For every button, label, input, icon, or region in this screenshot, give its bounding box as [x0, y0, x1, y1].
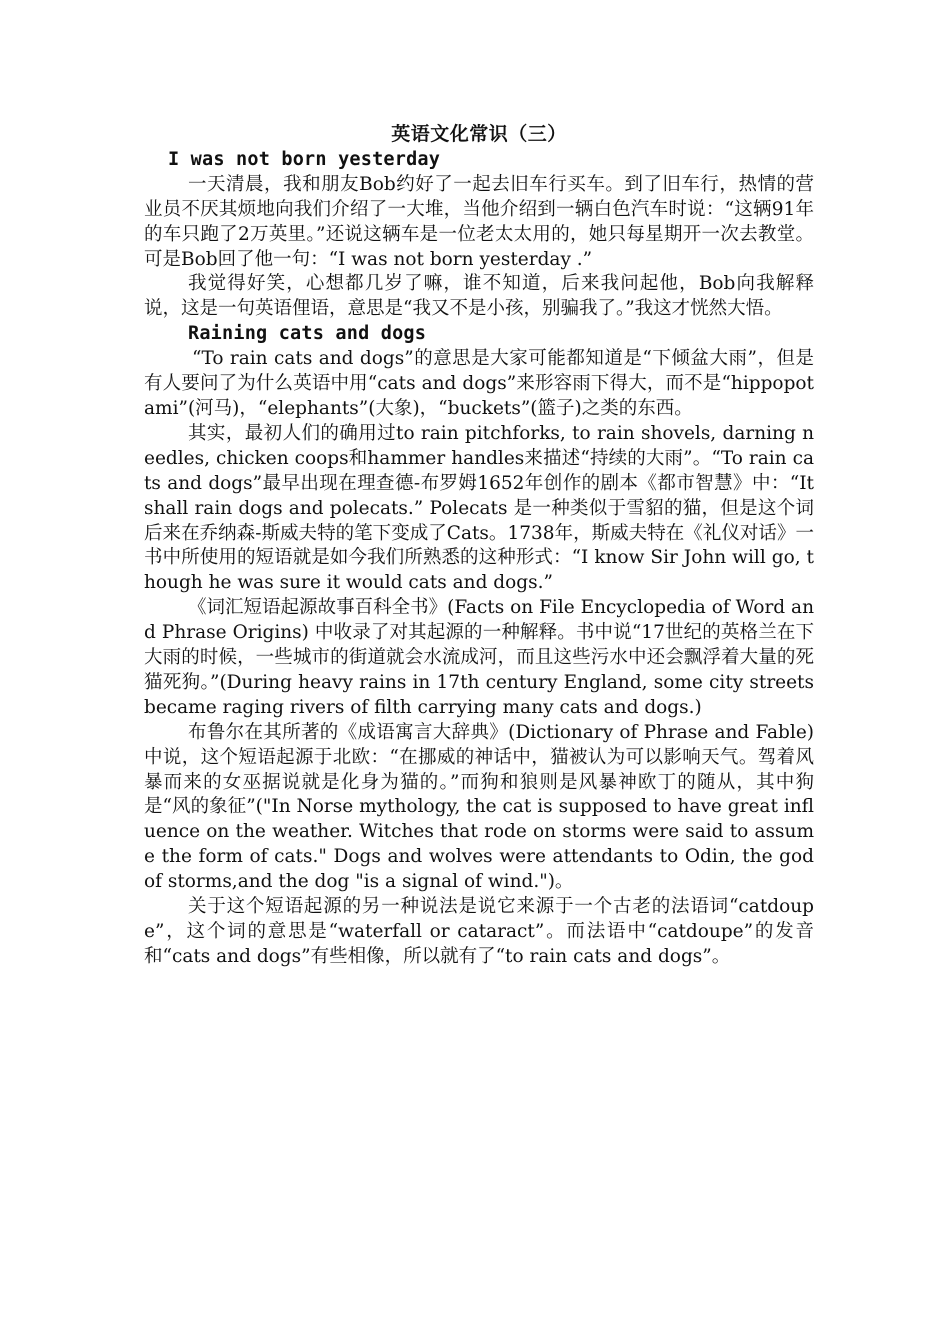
section-heading-born-yesterday: I was not born yesterday	[168, 148, 441, 170]
paragraph: 布鲁尔在其所著的《成语寓言大辞典》(Dictionary of Phrase and Fable)中说，这个短语起源于北欧：“在挪威的神话中，猫被认为可以影响天气。驾着风暴而来的女巫据说就是化身为猫的。”而狗和狼则是风暴神欧丁的随从，其中狗是“风的象征”("In Norse mythology, the cat is supposed to have great influence on the weather. Witches that rode on storms were said to assume the form of cats." Dogs and wolves were attendants to Odin, the god of storms,and the dog "is a signal of wind.")。	[144, 721, 814, 893]
paragraph: 其实，最初人们的确用过to rain pitchforks, to rain shovels, darning needles, chicken coops和hammer handles来描述“持续的大雨”。“To rain cats and dogs”最早出现在理查德-布罗姆1652年创作的剧本《都市智慧》中：“It shall rain dogs and polecats.” Polecats 是一种类似于雪貂的猫，但是这个词后来在乔纳森-斯威夫特的笔下变成了Cats。1738年，斯威夫特在《礼仪对话》一书中所使用的短语就是如今我们所熟悉的这种形式：“I know Sir John will go, though he was sure it would cats and dogs.”	[144, 422, 814, 594]
paragraph: 我觉得好笑，心想都几岁了嘛，谁不知道，后来我问起他，Bob向我解释说，这是一句英语俚语，意思是“我又不是小孩，别骗我了。”我这才恍然大悟。	[144, 273, 814, 320]
section-heading-raining-cats-dogs: Raining cats and dogs	[188, 323, 427, 345]
document-title: 英语文化常识（三）	[391, 123, 567, 145]
paragraph: “To rain cats and dogs”的意思是大家可能都知道是“下倾盆大雨”，但是有人要问了为什么英语中用“cats and dogs”来形容雨下得大，而不是“hippopotami”(河马)，“elephants”(大象)，“buckets”(篮子)之类的东西。	[144, 348, 814, 419]
paragraph: 关于这个短语起源的另一种说法是说它来源于一个古老的法语词“catdoupe”，这个词的意思是“waterfall or cataract”。而法语中“catdoupe”的发音和“cats and dogs”有些相像，所以就有了“to rain cats and dogs”。	[144, 896, 814, 967]
paragraph: 《词汇短语起源故事百科全书》(Facts on File Encyclopedia of Word and Phrase Origins) 中收录了对其起源的一种解释。书中说“17世纪的英格兰在下大雨的时候，一些城市的街道就会水流成河，而且这些污水中还会飘浮着大量的死猫死狗。”(During heavy rains in 17th century England, some city streets became raging rivers of filth carrying many cats and dogs.)	[144, 597, 814, 718]
document-page	[144, 122, 814, 970]
paragraph: 一天清晨，我和朋友Bob约好了一起去旧车行买车。到了旧车行，热情的营业员不厌其烦地向我们介绍了一大堆，当他介绍到一辆白色汽车时说：“这辆91年的车只跑了2万英里。”还说这辆车是一位老太太用的，她只每星期开一次去教堂。可是Bob回了他一句：“I was not born yesterday .”	[144, 173, 814, 270]
